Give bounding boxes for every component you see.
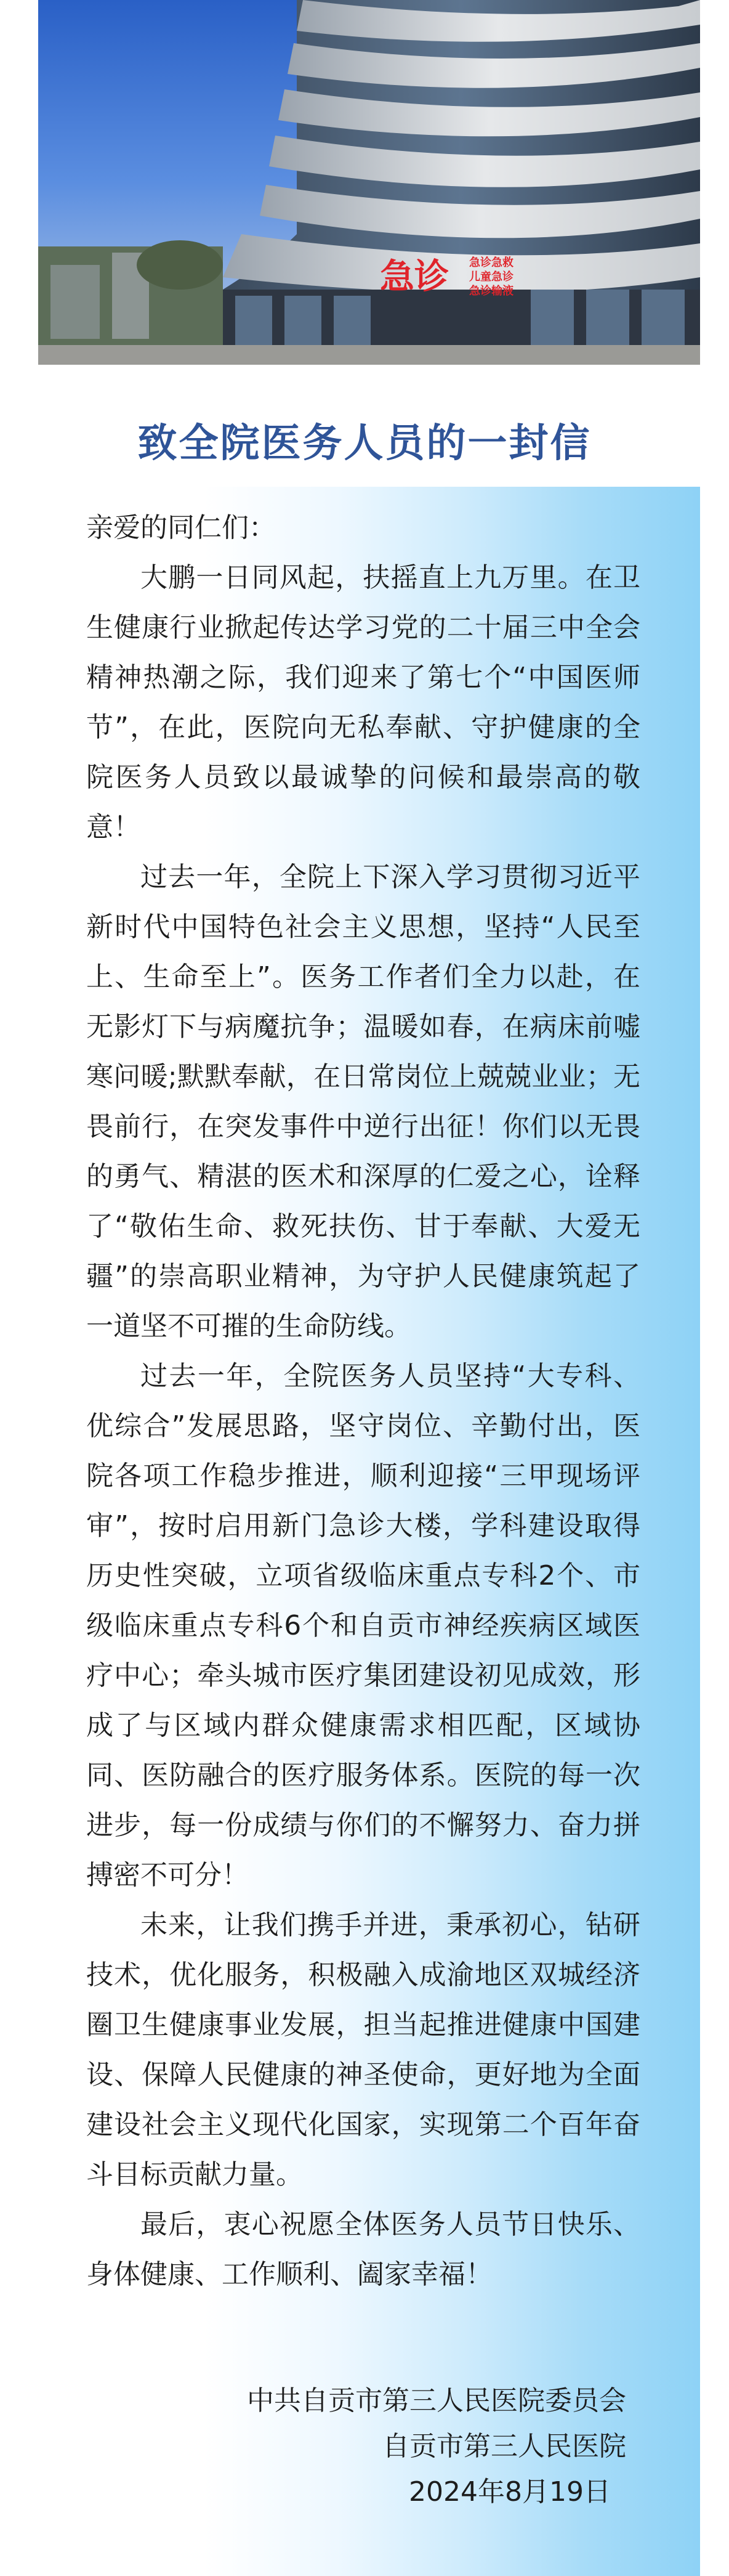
emergency-sign: 急诊 xyxy=(380,257,449,297)
paragraph-2: 过去一年，全院上下深入学习贯彻习近平新时代中国特色社会主义思想，坚持“人民至上、生命至上”。医务工作者们全力以赴，在无影灯下与病魔抗争；温暖如春，在病床前嘘寒问暖;默默奉献，在日常岗位上兢兢业业；无畏前行，在突发事件中逆行出征！你们以无畏的勇气、精湛的医术和深厚的仁爱之心，诠释了“敬佑生命、救死扶伤、甘于奉献、大爱无疆”的崇高职业精神，为守护人民健康筑起了一道坚不可摧的生命防线。 xyxy=(86,861,640,1342)
emergency-sign-line-1: 急诊急救 xyxy=(469,256,514,269)
signature-date: 2024年8月19日 xyxy=(409,2476,611,2508)
hero-photo xyxy=(38,0,700,365)
hospital-building-illustration xyxy=(38,0,700,365)
letter-title: 致全院医务人员的一封信 xyxy=(137,421,592,466)
emergency-sign-line-3: 急诊输液 xyxy=(469,285,514,298)
paragraph-4: 未来，让我们携手并进，秉承初心，钻研技术，优化服务，积极融入成渝地区双城经济圈卫生健康事业发展，担当起推进健康中国建设、保障人民健康的神圣使命，更好地为全面建设社会主义现代化国家，实现第二个百年奋斗目标贡献力量。 xyxy=(86,1909,640,2190)
signature-party-committee: 中共自贡市第三人民医院委员会 xyxy=(247,2385,626,2416)
paragraph-1: 大鹏一日同风起，扶摇直上九万里。在卫生健康行业掀起传达学习党的二十届三中全会精神热潮之际，我们迎来了第七个“中国医师节”，在此，医院向无私奉献、守护健康的全院医务人员致以最诚挚的问候和最崇高的敬意！ xyxy=(86,562,640,843)
paragraph-3: 过去一年，全院医务人员坚持“大专科、优综合”发展思路，坚守岗位、辛勤付出，医院各项工作稳步推进，顺利迎接“三甲现场评审”，按时启用新门急诊大楼，学科建设取得历史性突破，立项省级临床重点专科2个、市级临床重点专科6个和自贡市神经疾病区域医疗中心；牵头城市医疗集团建设初见成效，形成了与区域内群众健康需求相匹配，区域协同、医防融合的医疗服务体系。医院的每一次进步，每一份成绩与你们的不懈努力、奋力拼搏密不可分！ xyxy=(86,1360,640,1891)
letter-body xyxy=(86,503,640,2299)
emergency-sign-line-2: 儿童急诊 xyxy=(469,270,514,283)
paragraph-5: 最后，衷心祝愿全体医务人员节日快乐、身体健康、工作顺利、阖家幸福！ xyxy=(86,2209,640,2290)
salutation: 亲爱的同仁们： xyxy=(86,512,276,543)
signature-hospital: 自贡市第三人民医院 xyxy=(382,2431,626,2462)
letter-panel xyxy=(38,487,700,2576)
signature-block xyxy=(38,2378,626,2515)
